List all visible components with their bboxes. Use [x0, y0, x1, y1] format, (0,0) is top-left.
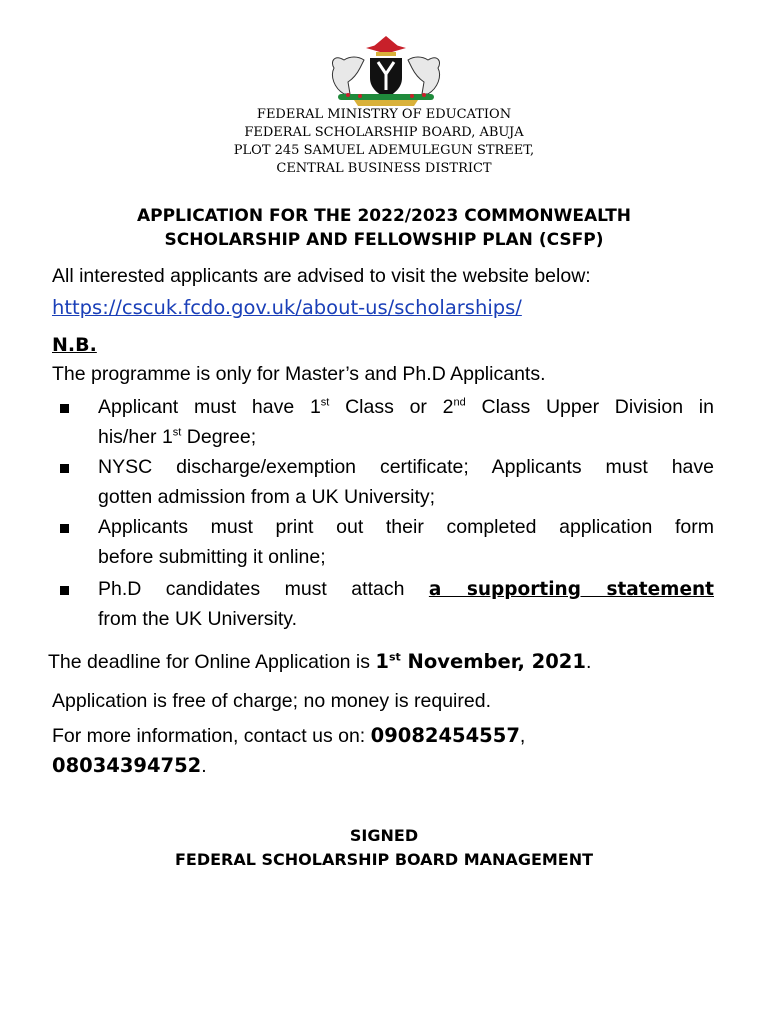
- bullet-1-line-2: his/her 1st Degree;: [98, 426, 257, 448]
- header-line-district: CENTRAL BUSINESS DISTRICT: [276, 161, 492, 176]
- signatory: FEDERAL SCHOLARSHIP BOARD MANAGEMENT: [174, 850, 594, 869]
- bullet-item-class-requirement: [98, 392, 714, 452]
- bullet-1-line-1: Applicant must have 1st Class or 2nd Class Upper Division in: [98, 396, 714, 418]
- bullet-2-line-1: NYSC discharge/exemption certificate; Applicants must have: [98, 456, 714, 478]
- bullet-item-supporting-statement: [98, 574, 714, 634]
- supporting-statement-emphasis: a supporting statement: [428, 579, 714, 600]
- bullet-4-line-2: from the UK University.: [98, 608, 298, 630]
- header-line-board: FEDERAL SCHOLARSHIP BOARD, ABUJA: [244, 125, 524, 140]
- programme-note: The programme is only for Master’s and Ph.D Applicants.: [52, 363, 546, 385]
- website-link[interactable]: https://cscuk.fcdo.gov.uk/about-us/scholarships/: [52, 296, 522, 319]
- bullet-item-nysc: [98, 452, 714, 512]
- bullet-marker: [60, 586, 69, 595]
- ministry-header: [0, 106, 768, 178]
- coat-of-arms-emblem: [304, 32, 468, 108]
- bullet-3-line-2: before submitting it online;: [98, 546, 326, 568]
- nb-label: N.B.: [52, 334, 97, 356]
- intro-text: All interested applicants are advised to visit the website below:: [52, 265, 591, 287]
- contact-line-2: 08034394752.: [52, 754, 207, 777]
- contact-line: For more information, contact us on: 09082454557,: [52, 724, 526, 747]
- title-line-2: SCHOLARSHIP AND FELLOWSHIP PLAN (CSFP): [164, 230, 604, 250]
- header-line-address: PLOT 245 SAMUEL ADEMULEGUN STREET,: [233, 143, 535, 158]
- title-line-1: APPLICATION FOR THE 2022/2023 COMMONWEALTH: [136, 206, 632, 226]
- free-of-charge-note: Application is free of charge; no money is required.: [52, 690, 491, 712]
- bullet-marker: [60, 404, 69, 413]
- signed-label: SIGNED: [349, 826, 419, 845]
- deadline-date: 1st November, 2021: [375, 650, 586, 673]
- document-title: [40, 204, 728, 252]
- header-line-ministry: FEDERAL MINISTRY OF EDUCATION: [256, 107, 512, 122]
- bullet-2-line-2: gotten admission from a UK University;: [98, 486, 436, 508]
- bullet-item-print-form: [98, 512, 714, 572]
- bullet-marker: [60, 464, 69, 473]
- phone-number-2: 08034394752: [52, 754, 202, 777]
- bullet-4-line-1: Ph.D candidates must attach a supporting statement: [98, 578, 714, 600]
- bullet-3-line-1: Applicants must print out their completed application form: [98, 516, 714, 538]
- phone-number-1: 09082454557: [370, 724, 520, 747]
- deadline-text: The deadline for Online Application is 1st November, 2021.: [48, 650, 592, 673]
- bullet-marker: [60, 524, 69, 533]
